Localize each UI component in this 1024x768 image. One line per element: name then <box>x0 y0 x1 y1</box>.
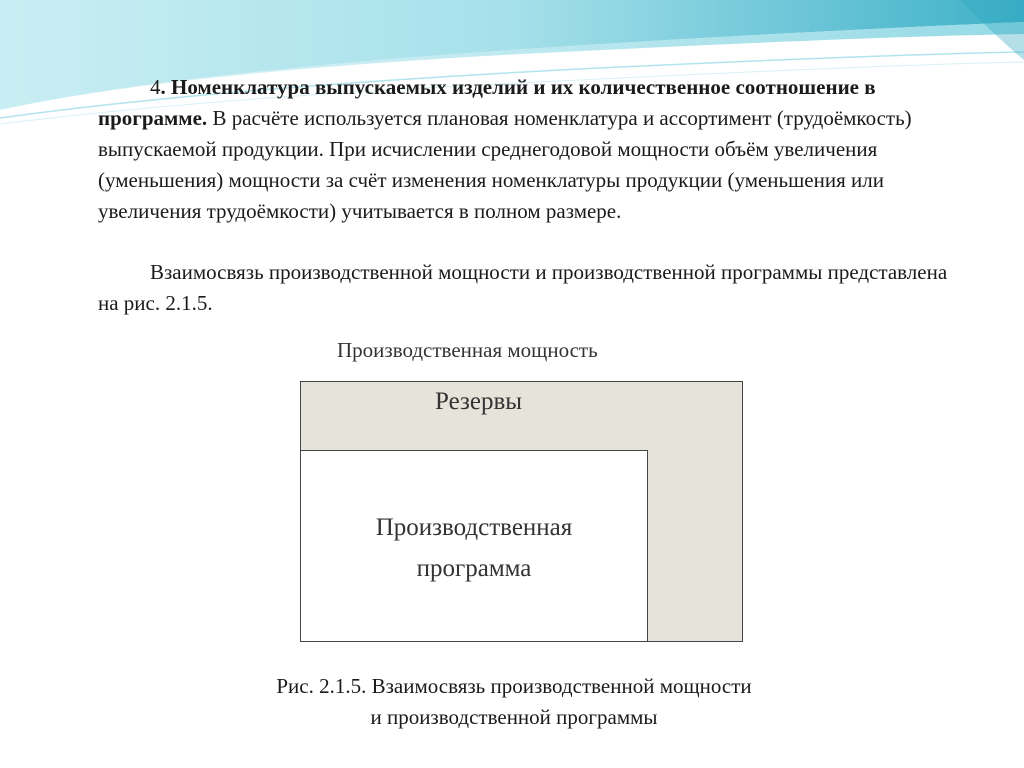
paragraph-nomenclature <box>98 72 948 227</box>
program-label-line1: Производственная <box>375 514 573 541</box>
paragraph-body: В расчёте используется плановая номенклатура и ассортимент (трудоёмкость) выпускаемой продукции. При исчислении среднегодовой мощности объём увеличения (уменьшения) мощности за счёт изменения номенклатуры продукции (уменьшения или увеличения трудоёмкости) учитывается в полном размере. <box>98 106 912 223</box>
capacity-diagram <box>290 337 748 648</box>
reserves-label: Резервы <box>435 388 523 415</box>
caption-line2: и производственной программы <box>370 705 658 729</box>
program-label-line2: программа <box>416 555 532 582</box>
diagram-title: Производственная мощность <box>337 338 598 362</box>
paragraph-number: 4 <box>150 75 161 99</box>
figure-caption <box>200 671 828 733</box>
program-box <box>300 450 648 641</box>
caption-line1: Рис. 2.1.5. Взаимосвязь производственной мощности <box>276 674 752 698</box>
paragraph-relationship: Взаимосвязь производственной мощности и производственной программы представлена на рис. 2.1.5. <box>98 260 948 315</box>
paragraph-bold-heading: . Номенклатура выпускаемых изделий и их количественное соотношение в программе. <box>98 75 876 130</box>
program-label <box>301 507 647 589</box>
capacity-box <box>300 381 743 642</box>
